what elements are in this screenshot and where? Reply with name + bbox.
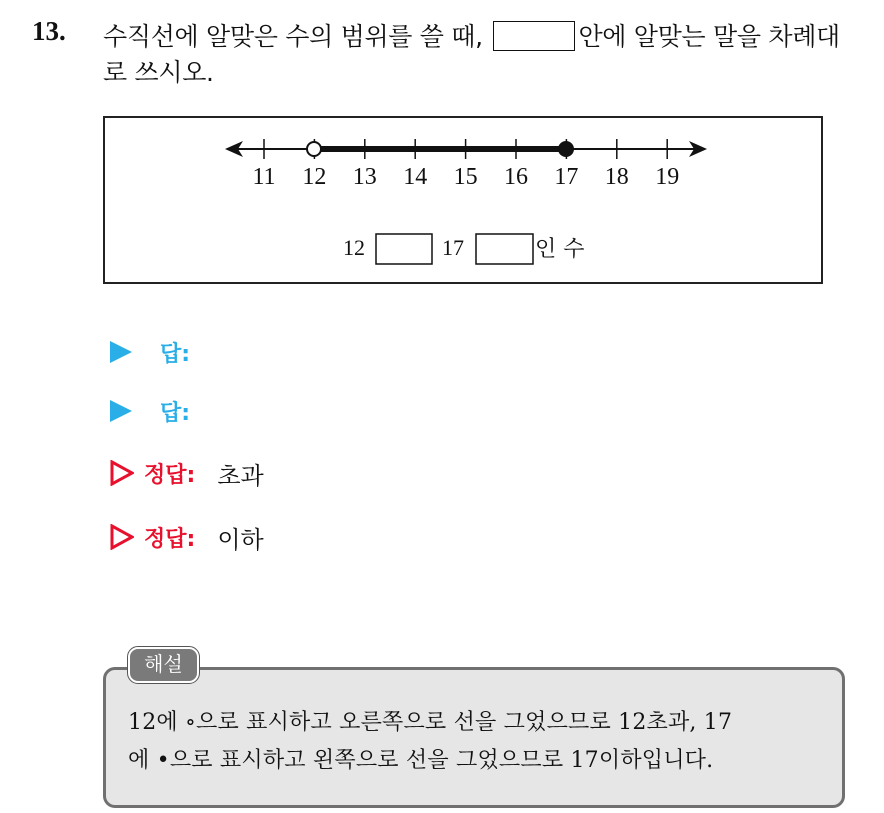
tick-label: 14 — [403, 164, 428, 190]
tick-label: 11 — [252, 164, 276, 190]
question-blank-box — [493, 21, 575, 51]
correct-answer-label: 정답: — [144, 526, 196, 552]
range-suffix: 인 수 — [535, 237, 585, 262]
explanation-line-2: 에 •으로 표시하고 왼쪽으로 선을 그었으므로 17이하입니다. — [128, 748, 714, 773]
tick-labels — [252, 164, 679, 190]
question-text — [103, 19, 863, 91]
range-start: 12 — [343, 235, 365, 260]
tick-label: 15 — [453, 164, 478, 190]
play-triangle-icon — [110, 341, 132, 363]
correct-answer-value: 이하 — [217, 525, 264, 554]
answer-row-1 — [110, 334, 212, 370]
tick-label: 12 — [302, 164, 327, 190]
question-text-part2: 안에 알맞는 말을 차례대로 쓰시오. — [103, 22, 840, 87]
range-blank-2 — [476, 234, 533, 264]
tick-label: 18 — [604, 164, 629, 190]
correct-answer-value: 초과 — [217, 461, 264, 490]
number-line-figure — [103, 116, 823, 284]
answer-label: 답: — [160, 341, 191, 367]
outline-triangle-icon — [110, 524, 134, 550]
correct-answer-row-1 — [110, 455, 264, 491]
open-point-12 — [307, 142, 321, 156]
tick-label: 13 — [352, 164, 377, 190]
question-text-part1: 수직선에 알맞은 수의 범위를 쓸 때, — [103, 22, 483, 51]
correct-answer-label: 정답: — [144, 462, 196, 488]
outline-triangle-icon — [110, 460, 134, 486]
closed-point-17 — [558, 141, 574, 157]
explanation-tab: 해설 — [128, 647, 199, 683]
tick-label: 16 — [504, 164, 528, 190]
range-end: 17 — [442, 235, 464, 260]
tick-label: 17 — [554, 164, 579, 190]
range-blank-1 — [376, 234, 432, 264]
correct-answer-row-2 — [110, 519, 264, 555]
number-line-svg — [105, 118, 821, 282]
tick-label: 19 — [655, 164, 680, 190]
explanation-line-1: 12에 ∘으로 표시하고 오른쪽으로 선을 그었으므로 12초과, 17 — [128, 710, 733, 735]
answer-row-2 — [110, 393, 212, 429]
explanation-box — [103, 667, 845, 808]
answer-label: 답: — [160, 400, 191, 426]
play-triangle-icon — [110, 400, 132, 422]
explanation-text — [128, 704, 828, 780]
question-number: 13. — [32, 16, 66, 46]
